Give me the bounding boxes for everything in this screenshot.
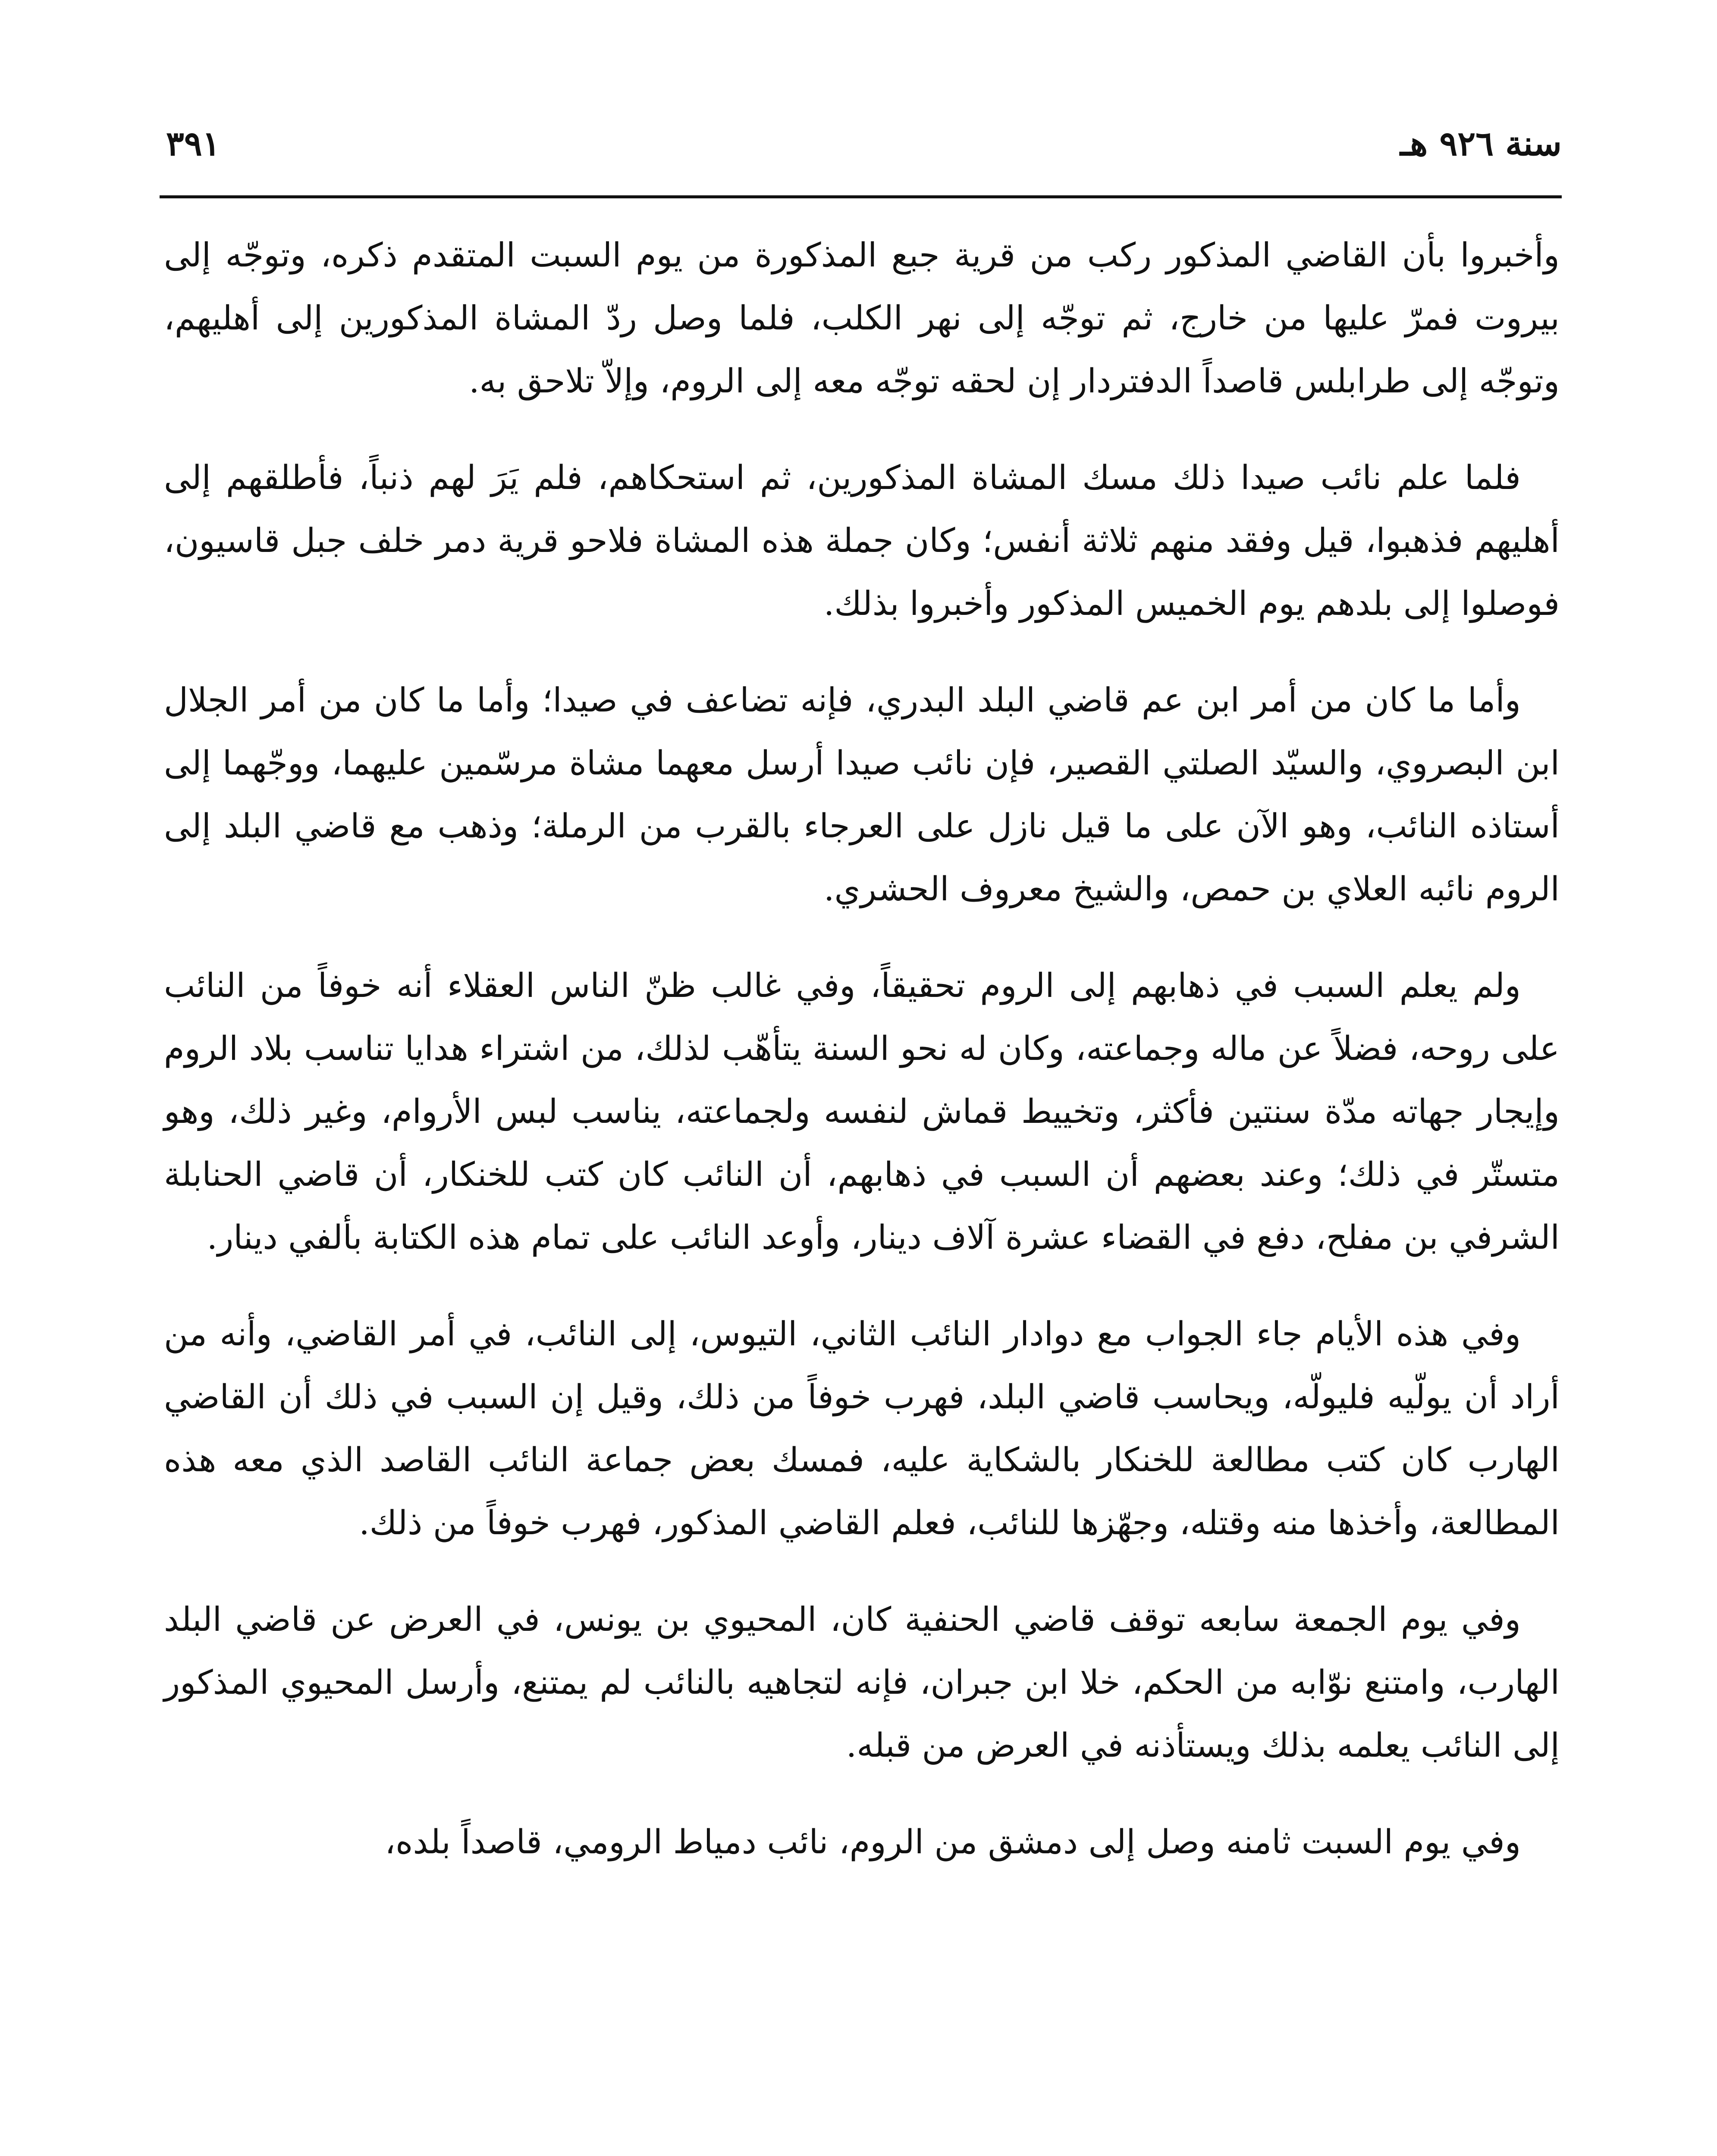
header-rule [160, 195, 1562, 198]
paragraph-6: وفي يوم الجمعة سابعه توقف قاضي الحنفية كان، المحيوي بن يونس، في العرض عن قاضي البلد الهارب، وامتنع نوّابه من الحكم، خلا ابن جبران، فإنه لتجاهيه بالنائب لم يمتنع، وأرسل المحيوي المذكور إلى النائب يعلمه بذلك ويستأذنه في العرض من قبله. [164, 1601, 1560, 1765]
paragraph-5: وفي هذه الأيام جاء الجواب مع دوادار النائب الثاني، التيوس، إلى النائب، في أمر القاضي، وأنه من أراد أن يولّيه فليولّه، ويحاسب قاضي البلد، فهرب خوفاً من ذلك، وقيل إن السبب في ذلك أن القاضي الهارب كان كتب مطالعة للخنكار بالشكاية عليه، فمسك بعض جماعة النائب القاصد الذي معه هذه المطالعة، وأخذها منه وقتله، وجهّزها للنائب، فعلم القاضي المذكور، فهرب خوفاً من ذلك. [164, 1315, 1560, 1542]
paragraph-7: وفي يوم السبت ثامنه وصل إلى دمشق من الروم، نائب دمياط الرومي، قاصداً بلده، [385, 1823, 1521, 1861]
paragraph-2: فلما علم نائب صيدا ذلك مسك المشاة المذكورين، ثم استحكاهم، فلم يَرَ لهم ذنباً، فأطلقهم إلى أهليهم فذهبوا، قيل وفقد منهم ثلاثة أنفس؛ وكان جملة هذه المشاة فلاحو قرية دمر خلف جبل قاسيون، فوصلوا إلى بلدهم يوم الخميس المذكور وأخبروا بذلك. [164, 459, 1560, 623]
page-body [164, 224, 1560, 1908]
page-number: ٣٩١ [166, 124, 220, 163]
paragraph-1: وأخبروا بأن القاضي المذكور ركب من قرية جبع المذكورة من يوم السبت المتقدم ذكره، وتوجّه إلى بيروت فمرّ عليها من خارج، ثم توجّه إلى نهر الكلب، فلما وصل ردّ المشاة المذكورين إلى أهليهم، وتوجّه إلى طرابلس قاصداً الدفتردار إن لحقه توجّه معه إلى الروم، وإلاّ تلاحق به. [164, 236, 1560, 401]
running-title: سنة ٩٢٦ هـ [1400, 124, 1562, 163]
paragraph-4: ولم يعلم السبب في ذهابهم إلى الروم تحقيقاً، وفي غالب ظنّ الناس العقلاء أنه خوفاً من النائب على روحه، فضلاً عن ماله وجماعته، وكان له نحو السنة يتأهّب لذلك، من اشتراء هدايا تناسب بلاد الروم وإيجار جهاته مدّة سنتين فأكثر، وتخييط قماش لنفسه ولجماعته، يناسب لبس الأروام، وغير ذلك، وهو متستّر في ذلك؛ وعند بعضهم أن السبب في ذهابهم، أن النائب كان كتب للخنكار، أن قاضي الحنابلة الشرفي بن مفلح، دفع في القضاء عشرة آلاف دينار، وأوعد النائب على تمام هذه الكتابة بألفي دينار. [164, 967, 1560, 1257]
paragraph-3: وأما ما كان من أمر ابن عم قاضي البلد البدري، فإنه تضاعف في صيدا؛ وأما ما كان من أمر الجلال ابن البصروي، والسيّد الصلتي القصير، فإن نائب صيدا أرسل معهما مشاة مرسّمين عليهما، ووجّهما إلى أستاذه النائب، وهو الآن على ما قيل نازل على العرجاء بالقرب من الرملة؛ وذهب مع قاضي البلد إلى الروم نائبه العلاي بن حمص، والشيخ معروف الحشري. [164, 681, 1560, 909]
page-header [166, 110, 1562, 175]
